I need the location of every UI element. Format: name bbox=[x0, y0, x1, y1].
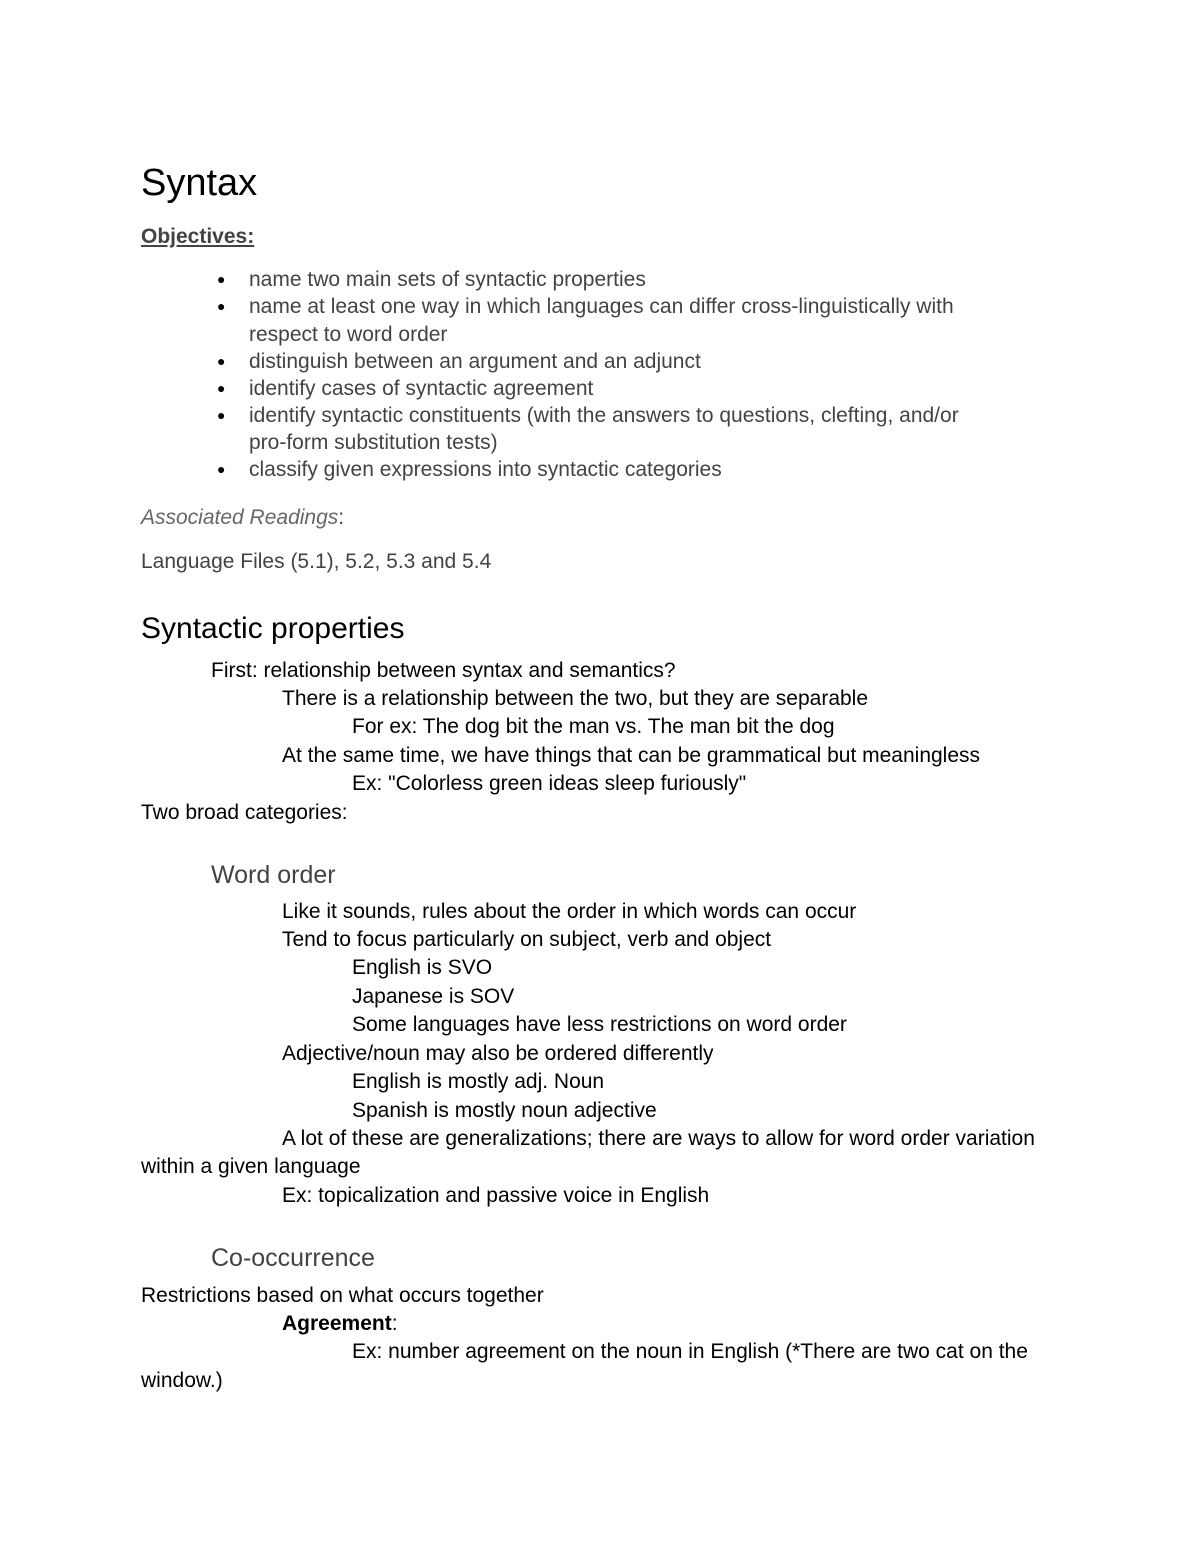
readings-text: Language Files (5.1), 5.2, 5.3 and 5.4 bbox=[141, 550, 492, 573]
body-line: Two broad categories: bbox=[141, 801, 348, 824]
section-heading-word-order: Word order bbox=[211, 861, 336, 889]
objective-item: name two main sets of syntactic properties bbox=[249, 268, 646, 291]
objectives-heading: Objectives: bbox=[141, 225, 255, 248]
body-line: Ex: number agreement on the noun in English (*There are two cat on the bbox=[352, 1340, 1028, 1363]
bullet-icon: ● bbox=[217, 271, 226, 287]
body-line: Some languages have less restrictions on word order bbox=[352, 1013, 847, 1036]
bullet-icon: ● bbox=[217, 380, 226, 396]
section-heading-syntactic-properties: Syntactic properties bbox=[141, 612, 405, 645]
objective-item: identify cases of syntactic agreement bbox=[249, 377, 594, 400]
body-line: English is SVO bbox=[352, 956, 493, 979]
bullet-icon: ● bbox=[217, 461, 226, 477]
readings-label: Associated Readings bbox=[141, 506, 339, 529]
objective-item: distinguish between an argument and an adjunct bbox=[249, 350, 701, 373]
readings-colon: : bbox=[338, 506, 345, 529]
objective-item: name at least one way in which languages can differ cross-linguistically with bbox=[249, 295, 954, 318]
agreement-line bbox=[282, 1310, 398, 1337]
body-line: window.) bbox=[141, 1369, 223, 1392]
body-line: Adjective/noun may also be ordered differently bbox=[282, 1042, 714, 1065]
body-line: Ex: topicalization and passive voice in English bbox=[282, 1184, 710, 1207]
agreement-label: Agreement bbox=[282, 1312, 392, 1335]
body-line: For ex: The dog bit the man vs. The man bit the dog bbox=[352, 715, 835, 738]
bullet-icon: ● bbox=[217, 353, 226, 369]
body-line: Tend to focus particularly on subject, verb and object bbox=[282, 928, 772, 951]
objective-item: classify given expressions into syntactic categories bbox=[249, 458, 722, 481]
bullet-icon: ● bbox=[217, 298, 226, 314]
body-line: First: relationship between syntax and semantics? bbox=[211, 659, 676, 682]
body-line: Ex: "Colorless green ideas sleep furiously" bbox=[352, 772, 747, 795]
agreement-colon: : bbox=[391, 1312, 398, 1335]
body-line: within a given language bbox=[141, 1155, 361, 1178]
body-line: Like it sounds, rules about the order in which words can occur bbox=[282, 900, 857, 923]
body-line: There is a relationship between the two, but they are separable bbox=[282, 687, 869, 710]
objective-item: identify syntactic constituents (with the answers to questions, clefting, and/or bbox=[249, 404, 959, 427]
body-line: Restrictions based on what occurs together bbox=[141, 1284, 544, 1307]
body-line: English is mostly adj. Noun bbox=[352, 1070, 605, 1093]
objective-item-continuation: respect to word order bbox=[249, 323, 448, 346]
objective-item-continuation: pro-form substitution tests) bbox=[249, 431, 498, 454]
document-title: Syntax bbox=[141, 162, 258, 204]
body-line: Japanese is SOV bbox=[352, 985, 515, 1008]
body-line: At the same time, we have things that can be grammatical but meaningless bbox=[282, 744, 981, 767]
body-line: A lot of these are generalizations; there are ways to allow for word order variation bbox=[282, 1127, 1035, 1150]
body-line: Spanish is mostly noun adjective bbox=[352, 1099, 657, 1122]
section-heading-co-occurrence: Co-occurrence bbox=[211, 1244, 375, 1272]
bullet-icon: ● bbox=[217, 407, 226, 423]
readings-label-line bbox=[141, 504, 344, 531]
